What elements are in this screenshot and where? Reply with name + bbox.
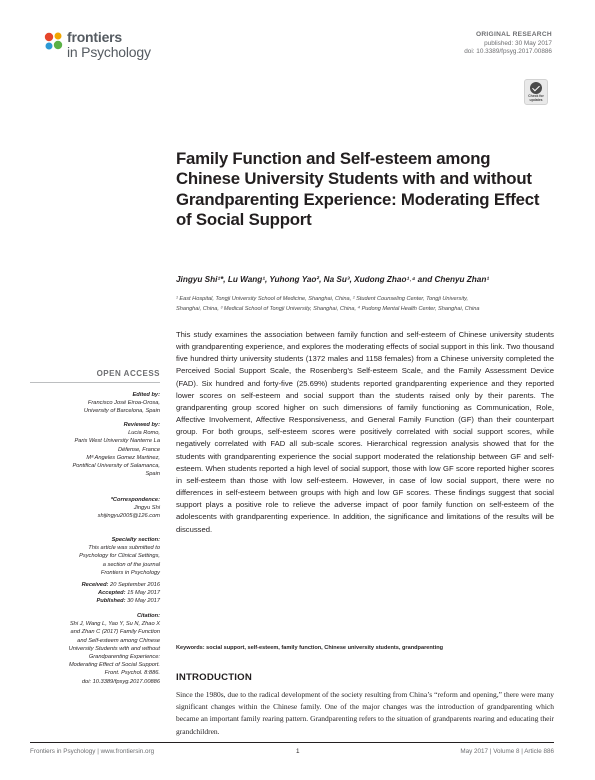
sidebar-divider xyxy=(30,382,160,383)
reviewer-name[interactable]: Lucia Romo, xyxy=(128,430,160,437)
published-date-side: 30 May 2017 xyxy=(127,598,160,605)
citation-line: University Students with and without xyxy=(68,645,160,652)
reviewed-by-block xyxy=(30,421,160,478)
reviewer-affiliation: Défense, France xyxy=(117,446,160,453)
article-meta-header xyxy=(464,31,552,57)
citation-line: Grandparenting Experience: xyxy=(88,654,160,661)
logo-text-frontiers: frontiers xyxy=(67,29,122,45)
edited-by-block xyxy=(30,391,160,416)
author-list: Jingyu Shi¹*, Lu Wang¹, Yuhong Yao², Na Su³, Xudong Zhao¹˒⁴ and Chenyu Zhan¹ xyxy=(176,275,490,284)
frontiers-logo-icon xyxy=(43,31,65,53)
affiliation-line: Shanghai, China, ³ Medical School of Tongji University, Shanghai, China, ⁴ Pudong Mental Health Center, Shanghai, China xyxy=(176,306,480,312)
correspondence-block xyxy=(30,496,160,521)
specialty-line: a section of the journal xyxy=(102,561,160,568)
check-for-updates-badge[interactable] xyxy=(524,79,548,105)
reviewer-affiliation: Pontifical University of Salamanca, xyxy=(72,463,160,470)
journal-logo xyxy=(43,27,183,67)
accepted-row xyxy=(30,589,160,597)
citation-line: Shi J, Wang L, Yao Y, Su N, Zhao X xyxy=(69,621,160,628)
editor-name[interactable]: Francisco José Eiroa-Orosa, xyxy=(87,400,160,407)
received-row xyxy=(30,581,160,589)
specialty-section-label: Specialty section: xyxy=(111,537,160,543)
corresponding-email[interactable]: shijingyu2005@126.com xyxy=(97,513,160,520)
article-title: Family Function and Self-esteem among Chinese University Students with and without Grandparenting Experience: Moderating Effect of Social Support xyxy=(176,149,540,229)
footer-rule xyxy=(30,742,554,743)
editor-affiliation: University of Barcelona, Spain xyxy=(83,408,160,415)
published-label: Published: xyxy=(96,598,126,605)
reviewed-by-label: Reviewed by: xyxy=(123,422,160,428)
doi-link[interactable]: doi: 10.3389/fpsyg.2017.00886 xyxy=(464,48,552,55)
specialty-section-block xyxy=(30,536,160,577)
page-number: 1 xyxy=(296,748,300,755)
accepted-date: 15 May 2017 xyxy=(127,590,160,597)
check-badge-label: Check for updates xyxy=(528,94,544,102)
abstract: This study examines the association between family function and self-esteem of Chinese university students with grandparenting experience, and explores the moderating effects of social support in this link. Two thousand five hundred thirty university students (1372 males and 1158 females) from a Chinese university completed the Perceived Social Support Scale, the Rosenberg’s Self-esteem Scale, and the Family Assessment Device (FAD). Six hundred and forty-five (25.69%) students reported grandparenting experience and they reported lower scores on self-esteem and social support than the students raised only by their parents. The grandparenting group scored higher on such dimensions of family functioning as Communication, Role, Affective Involvement, Affective Responsiveness, and General Family Function (GF) than their counterpart group. For both groups, self-esteem scores were positively correlated with social support scores, while negatively correlated with FAD all sub-scale scores. Hierarchical regression analysis showed that for the students with grandparenting experience the social support moderated the relationship between GF and self-esteem. When students reported a high level of social support, those with low GF score reported higher scores in self-esteem than those with low self-esteem. However, in case of low social support, there were no differences in self-esteem between groups with high and low GF scores. These findings suggest that social support plays a positive role to relieve the adverse impact of poor family function on self-esteem of the adolescents with grandparenting experience. In addition, the significance and limitations of the results will be discussed. xyxy=(176,330,554,534)
citation-line: and Self-esteem among Chinese xyxy=(77,637,160,644)
correspondence-label: *Correspondence: xyxy=(110,497,160,503)
specialty-line: Psychology for Clinical Settings, xyxy=(79,553,160,560)
reviewer-affiliation: Spain xyxy=(145,471,160,478)
published-date: published: 30 May 2017 xyxy=(484,39,552,47)
citation-block xyxy=(30,612,160,686)
specialty-line: This article was submitted to xyxy=(88,545,160,552)
logo-text-journal: in Psychology xyxy=(67,44,151,60)
dates-block xyxy=(30,581,160,606)
keywords-label: Keywords: xyxy=(176,645,205,651)
introduction-text: Since the 1980s, due to the radical development of the society resulting from China’s “reform and opening,” there were many significant changes within the Chinese family. One of the major changes was the introduction of grandparenting which became an important family rearing pattern. Grandparenting refers to the situation of grandparents rearing and educating their grandchildren. xyxy=(176,690,554,736)
accepted-label: Accepted: xyxy=(98,590,126,597)
specialty-line: Frontiers in Psychology xyxy=(100,569,160,576)
keywords-list: social support, self-esteem, family function, Chinese university students, grandparenting xyxy=(206,645,444,651)
edited-by-label: Edited by: xyxy=(132,392,160,398)
reviewer-affiliation: Paris West University Nanterre La xyxy=(74,438,160,445)
open-access-label: OPEN ACCESS xyxy=(96,369,160,378)
citation-label: Citation: xyxy=(136,613,160,619)
affiliations xyxy=(176,294,556,314)
citation-line: Front. Psychol. 8:886. xyxy=(104,670,160,677)
citation-line: Moderating Effect of Social Support. xyxy=(68,662,160,669)
published-row xyxy=(30,597,160,605)
corresponding-author: Jingyu Shi xyxy=(133,505,160,512)
citation-line: and Zhan C (2017) Family Function xyxy=(70,629,160,636)
section-heading-introduction: INTRODUCTION xyxy=(176,672,252,683)
footer-issue-info: May 2017 | Volume 8 | Article 886 xyxy=(460,748,554,755)
footer-journal-link[interactable]: Frontiers in Psychology | www.frontiersin.org xyxy=(30,748,155,755)
received-date: 20 September 2016 xyxy=(110,582,160,588)
check-icon xyxy=(530,82,542,94)
reviewer-name[interactable]: Mª Angeles Gomez Martinez, xyxy=(86,454,160,461)
received-label: Received: xyxy=(81,582,109,588)
article-type: ORIGINAL RESEARCH xyxy=(475,31,552,38)
citation-doi[interactable]: doi: 10.3389/fpsyg.2017.00886 xyxy=(81,678,160,685)
keywords xyxy=(176,645,554,651)
affiliation-line: ¹ East Hospital, Tongji University School of Medicine, Shanghai, China, ² Student Counseling Center, Tongji University, xyxy=(176,296,469,302)
